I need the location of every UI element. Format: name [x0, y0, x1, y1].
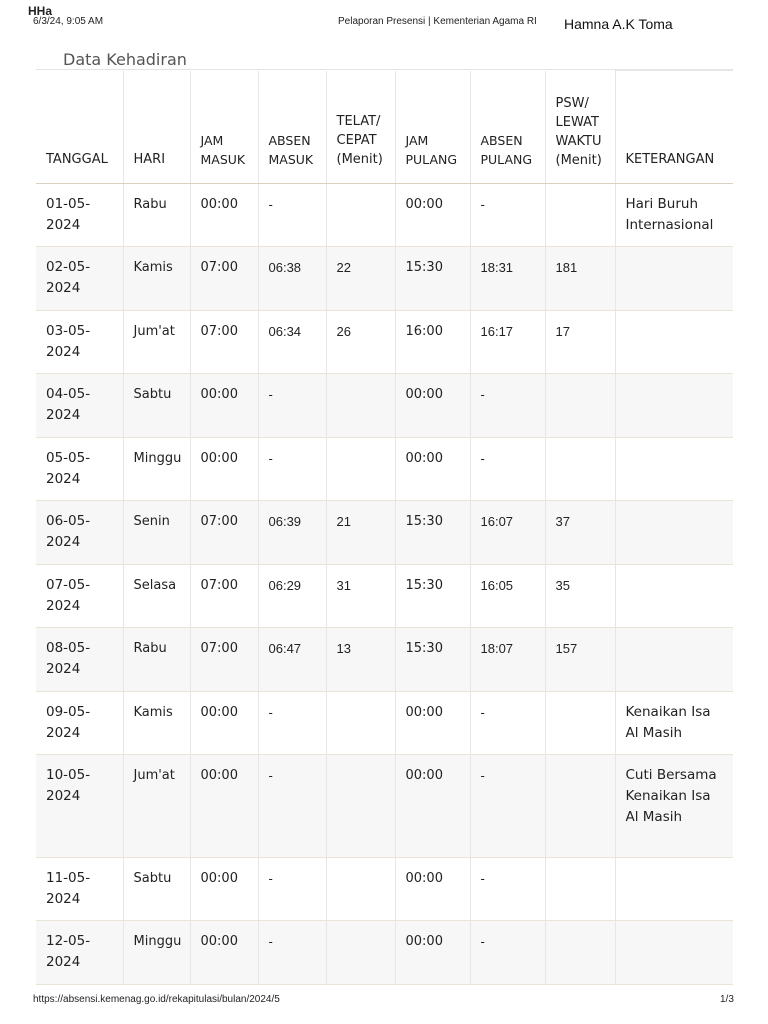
table-row: [36, 692, 733, 755]
cell-absen-pulang: -: [470, 438, 545, 501]
cell-keterangan: [615, 374, 733, 438]
cell-psw-lewat-waktu: 35: [545, 565, 615, 628]
cell-jam-masuk: 00:00: [190, 184, 258, 247]
cell-tanggal: 05-05-2024: [36, 438, 123, 501]
cell-keterangan: [615, 565, 733, 628]
header-tanggal: TANGGAL: [36, 71, 123, 184]
cell-tanggal: 06-05-2024: [36, 501, 123, 565]
cell-telat-cepat: [326, 184, 395, 247]
cell-absen-pulang: -: [470, 184, 545, 247]
user-name: Hamna A.K Toma: [564, 16, 673, 32]
cell-jam-pulang: 15:30: [395, 247, 470, 311]
cell-psw-lewat-waktu: [545, 921, 615, 985]
cell-absen-masuk: -: [258, 858, 326, 921]
cell-keterangan: [615, 311, 733, 374]
cell-absen-pulang: -: [470, 374, 545, 438]
print-header-label: HHa: [28, 4, 53, 18]
cell-absen-masuk: -: [258, 921, 326, 985]
cell-absen-pulang: 18:31: [470, 247, 545, 311]
cell-tanggal: 02-05-2024: [36, 247, 123, 311]
cell-jam-masuk: 00:00: [190, 692, 258, 755]
cell-absen-masuk: -: [258, 692, 326, 755]
cell-hari: Selasa: [123, 565, 190, 628]
cell-absen-pulang: 18:07: [470, 628, 545, 692]
cell-hari: Senin: [123, 501, 190, 565]
cell-jam-pulang: 00:00: [395, 438, 470, 501]
cell-absen-masuk: -: [258, 755, 326, 858]
cell-jam-masuk: 07:00: [190, 247, 258, 311]
cell-tanggal: 11-05-2024: [36, 858, 123, 921]
cell-jam-pulang: 00:00: [395, 374, 470, 438]
cell-tanggal: 12-05-2024: [36, 921, 123, 985]
cell-absen-pulang: 16:05: [470, 565, 545, 628]
cell-keterangan: Hari Buruh Internasional: [615, 184, 733, 247]
cell-jam-masuk: 00:00: [190, 374, 258, 438]
table-row: [36, 921, 733, 985]
page-title: Pelaporan Presensi | Kementerian Agama RI: [338, 16, 537, 27]
cell-jam-pulang: 16:00: [395, 311, 470, 374]
cell-hari: Sabtu: [123, 858, 190, 921]
cell-hari: Rabu: [123, 628, 190, 692]
cell-telat-cepat: 21: [326, 501, 395, 565]
cell-tanggal: 03-05-2024: [36, 311, 123, 374]
cell-absen-masuk: -: [258, 374, 326, 438]
page-url: https://absensi.kemenag.go.id/rekapitulasi/bulan/2024/5: [33, 994, 280, 1005]
cell-telat-cepat: 31: [326, 565, 395, 628]
cell-tanggal: 04-05-2024: [36, 374, 123, 438]
cell-hari: Kamis: [123, 692, 190, 755]
cell-hari: Minggu: [123, 921, 190, 985]
cell-absen-pulang: 16:17: [470, 311, 545, 374]
table-row: [36, 628, 733, 692]
section-title: Data Kehadiran: [63, 50, 187, 69]
header-absen-pulang: ABSEN PULANG: [470, 71, 545, 184]
cell-telat-cepat: 13: [326, 628, 395, 692]
cell-psw-lewat-waktu: 17: [545, 311, 615, 374]
cell-keterangan: Cuti Bersama Kenaikan Isa Al Masih: [615, 755, 733, 858]
header-psw-lewat-waktu: PSW/ LEWAT WAKTU (Menit): [545, 71, 615, 184]
cell-keterangan: [615, 628, 733, 692]
cell-keterangan: [615, 438, 733, 501]
cell-absen-pulang: -: [470, 921, 545, 985]
page-number: 1/3: [720, 994, 734, 1005]
cell-jam-masuk: 00:00: [190, 921, 258, 985]
cell-jam-masuk: 07:00: [190, 311, 258, 374]
cell-absen-masuk: 06:39: [258, 501, 326, 565]
cell-psw-lewat-waktu: [545, 438, 615, 501]
cell-psw-lewat-waktu: [545, 184, 615, 247]
cell-telat-cepat: [326, 858, 395, 921]
cell-keterangan: [615, 858, 733, 921]
print-datetime: 6/3/24, 9:05 AM: [33, 16, 104, 27]
table-row: [36, 311, 733, 374]
cell-psw-lewat-waktu: [545, 858, 615, 921]
table-row: [36, 374, 733, 438]
cell-absen-pulang: -: [470, 755, 545, 858]
cell-jam-pulang: 00:00: [395, 858, 470, 921]
cell-jam-masuk: 07:00: [190, 501, 258, 565]
cell-absen-masuk: 06:38: [258, 247, 326, 311]
table-row: [36, 858, 733, 921]
cell-hari: Sabtu: [123, 374, 190, 438]
cell-jam-masuk: 00:00: [190, 755, 258, 858]
table-row: [36, 565, 733, 628]
attendance-table: [36, 70, 733, 985]
cell-hari: Minggu: [123, 438, 190, 501]
cell-telat-cepat: [326, 692, 395, 755]
cell-psw-lewat-waktu: 181: [545, 247, 615, 311]
table-row: [36, 501, 733, 565]
cell-psw-lewat-waktu: 37: [545, 501, 615, 565]
header-jam-masuk: JAM MASUK: [190, 71, 258, 184]
cell-hari: Jum'at: [123, 311, 190, 374]
cell-absen-masuk: 06:34: [258, 311, 326, 374]
cell-hari: Rabu: [123, 184, 190, 247]
cell-telat-cepat: [326, 374, 395, 438]
cell-keterangan: Kenaikan Isa Al Masih: [615, 692, 733, 755]
cell-absen-pulang: 16:07: [470, 501, 545, 565]
cell-hari: Jum'at: [123, 755, 190, 858]
cell-absen-masuk: 06:47: [258, 628, 326, 692]
table-row: [36, 184, 733, 247]
cell-tanggal: 09-05-2024: [36, 692, 123, 755]
cell-keterangan: [615, 247, 733, 311]
cell-jam-masuk: 07:00: [190, 628, 258, 692]
cell-telat-cepat: [326, 438, 395, 501]
cell-keterangan: [615, 921, 733, 985]
cell-telat-cepat: [326, 755, 395, 858]
cell-absen-masuk: -: [258, 438, 326, 501]
cell-jam-pulang: 15:30: [395, 501, 470, 565]
header-jam-pulang: JAM PULANG: [395, 71, 470, 184]
cell-jam-pulang: 00:00: [395, 755, 470, 858]
cell-telat-cepat: 22: [326, 247, 395, 311]
cell-psw-lewat-waktu: [545, 755, 615, 858]
cell-psw-lewat-waktu: 157: [545, 628, 615, 692]
header-absen-masuk: ABSEN MASUK: [258, 71, 326, 184]
cell-telat-cepat: 26: [326, 311, 395, 374]
cell-absen-pulang: -: [470, 692, 545, 755]
cell-psw-lewat-waktu: [545, 374, 615, 438]
table-row: [36, 438, 733, 501]
cell-tanggal: 07-05-2024: [36, 565, 123, 628]
cell-jam-masuk: 00:00: [190, 438, 258, 501]
cell-hari: Kamis: [123, 247, 190, 311]
attendance-table-container: [36, 70, 733, 985]
table-row: [36, 755, 733, 858]
header-telat-cepat: TELAT/ CEPAT (Menit): [326, 71, 395, 184]
cell-psw-lewat-waktu: [545, 692, 615, 755]
table-header-row: [36, 71, 733, 184]
header-keterangan: KETERANGAN: [615, 71, 733, 184]
cell-tanggal: 08-05-2024: [36, 628, 123, 692]
table-row: [36, 247, 733, 311]
cell-keterangan: [615, 501, 733, 565]
cell-jam-pulang: 15:30: [395, 565, 470, 628]
cell-jam-pulang: 15:30: [395, 628, 470, 692]
cell-jam-pulang: 00:00: [395, 921, 470, 985]
cell-tanggal: 01-05-2024: [36, 184, 123, 247]
cell-jam-pulang: 00:00: [395, 692, 470, 755]
cell-absen-masuk: 06:29: [258, 565, 326, 628]
cell-telat-cepat: [326, 921, 395, 985]
cell-jam-masuk: 00:00: [190, 858, 258, 921]
cell-jam-pulang: 00:00: [395, 184, 470, 247]
cell-tanggal: 10-05-2024: [36, 755, 123, 858]
cell-jam-masuk: 07:00: [190, 565, 258, 628]
cell-absen-pulang: -: [470, 858, 545, 921]
cell-absen-masuk: -: [258, 184, 326, 247]
header-hari: HARI: [123, 71, 190, 184]
